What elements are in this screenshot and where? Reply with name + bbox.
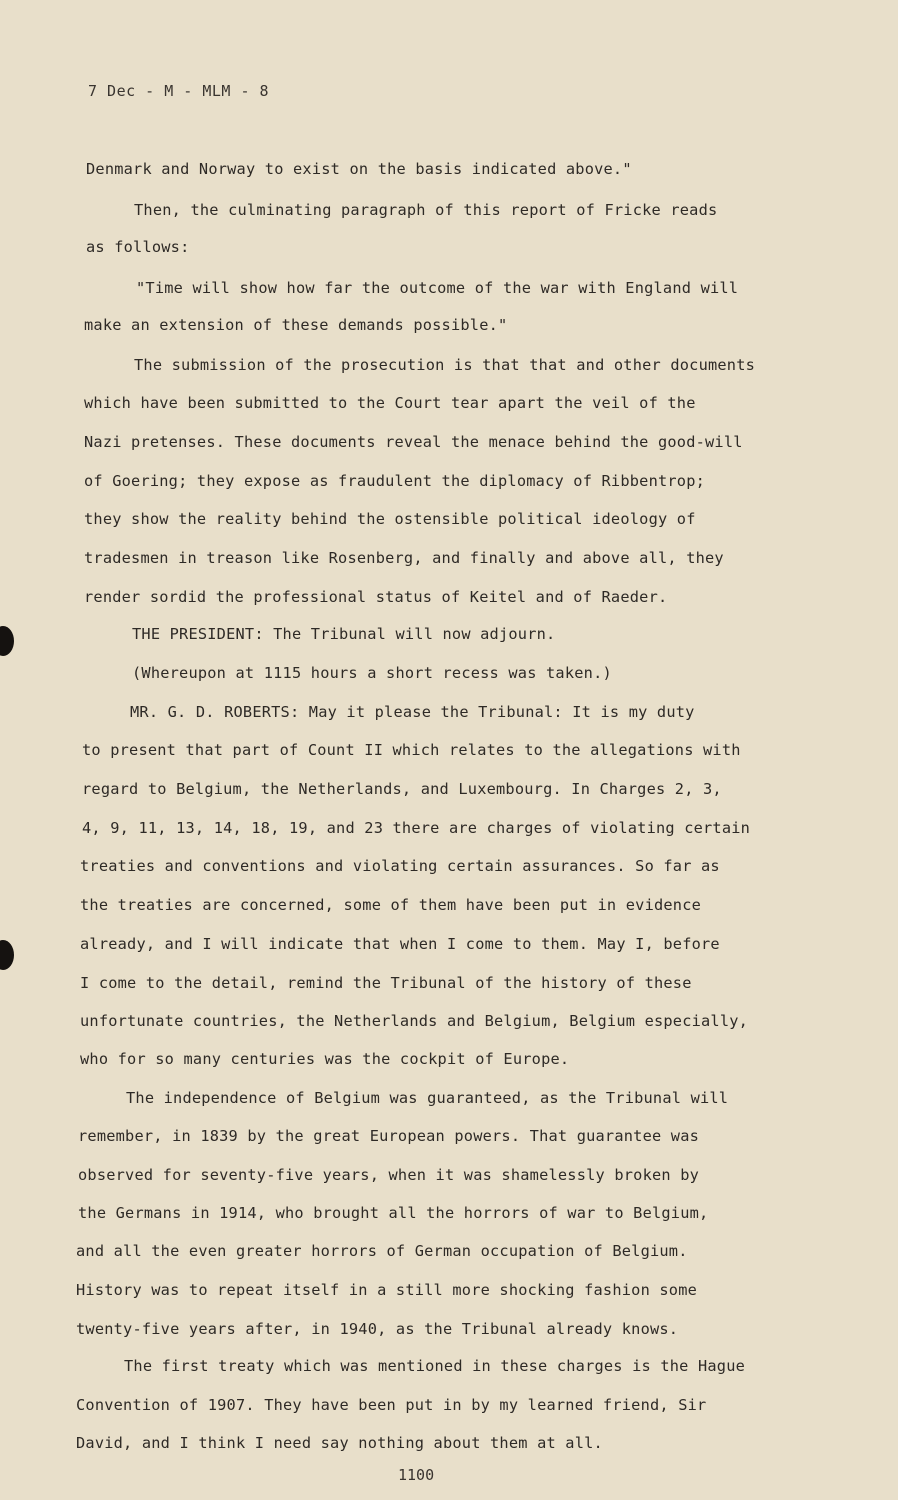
- text-line: The independence of Belgium was guaranteed, as the Tribunal will: [126, 1089, 729, 1107]
- text-line: make an extension of these demands possible.": [84, 316, 508, 334]
- text-line: History was to repeat itself in a still more shocking fashion some: [76, 1281, 698, 1299]
- text-line: to present that part of Count II which relates to the allegations with: [82, 741, 741, 759]
- text-line: remember, in 1839 by the great European powers. That guarantee was: [78, 1127, 700, 1145]
- text-line: I come to the detail, remind the Tribunal of the history of these: [80, 974, 692, 992]
- page-header: 7 Dec - M - MLM - 8: [88, 82, 270, 100]
- punch-hole: [0, 626, 14, 656]
- text-line: THE PRESIDENT: The Tribunal will now adjourn.: [132, 625, 556, 643]
- text-line: the Germans in 1914, who brought all the horrors of war to Belgium,: [78, 1204, 709, 1222]
- text-line: The first treaty which was mentioned in these charges is the Hague: [124, 1357, 746, 1375]
- text-line: The submission of the prosecution is that that and other documents: [134, 356, 756, 374]
- text-line: MR. G. D. ROBERTS: May it please the Tribunal: It is my duty: [130, 703, 695, 721]
- text-line: the treaties are concerned, some of them have been put in evidence: [80, 896, 702, 914]
- text-line: Denmark and Norway to exist on the basis indicated above.": [86, 160, 632, 178]
- text-line: render sordid the professional status of Keitel and of Raeder.: [84, 588, 668, 606]
- punch-hole: [0, 940, 14, 970]
- text-line: twenty-five years after, in 1940, as the Tribunal already knows.: [76, 1320, 679, 1338]
- text-line: as follows:: [86, 238, 190, 256]
- text-line: Nazi pretenses. These documents reveal the menace behind the good-will: [84, 433, 743, 451]
- text-line: observed for seventy-five years, when it was shamelessly broken by: [78, 1166, 700, 1184]
- text-line: who for so many centuries was the cockpit of Europe.: [80, 1050, 570, 1068]
- text-line: treaties and conventions and violating certain assurances. So far as: [80, 857, 720, 875]
- page-number: 1100: [398, 1466, 435, 1484]
- text-line: Then, the culminating paragraph of this report of Fricke reads: [134, 201, 718, 219]
- text-line: unfortunate countries, the Netherlands and Belgium, Belgium especially,: [80, 1012, 749, 1030]
- text-line: already, and I will indicate that when I come to them. May I, before: [80, 935, 720, 953]
- text-line: of Goering; they expose as fraudulent the diplomacy of Ribbentrop;: [84, 472, 706, 490]
- text-line: 4, 9, 11, 13, 14, 18, 19, and 23 there are charges of violating certain: [82, 819, 751, 837]
- text-line: (Whereupon at 1115 hours a short recess was taken.): [132, 664, 612, 682]
- text-line: they show the reality behind the ostensible political ideology of: [84, 510, 696, 528]
- text-line: David, and I think I need say nothing about them at all.: [76, 1434, 603, 1452]
- text-line: Convention of 1907. They have been put in by my learned friend, Sir: [76, 1396, 707, 1414]
- text-line: "Time will show how far the outcome of the war with England will: [136, 279, 739, 297]
- text-line: which have been submitted to the Court tear apart the veil of the: [84, 394, 696, 412]
- text-line: and all the even greater horrors of German occupation of Belgium.: [76, 1242, 688, 1260]
- text-line: tradesmen in treason like Rosenberg, and finally and above all, they: [84, 549, 724, 567]
- text-line: regard to Belgium, the Netherlands, and Luxembourg. In Charges 2, 3,: [82, 780, 722, 798]
